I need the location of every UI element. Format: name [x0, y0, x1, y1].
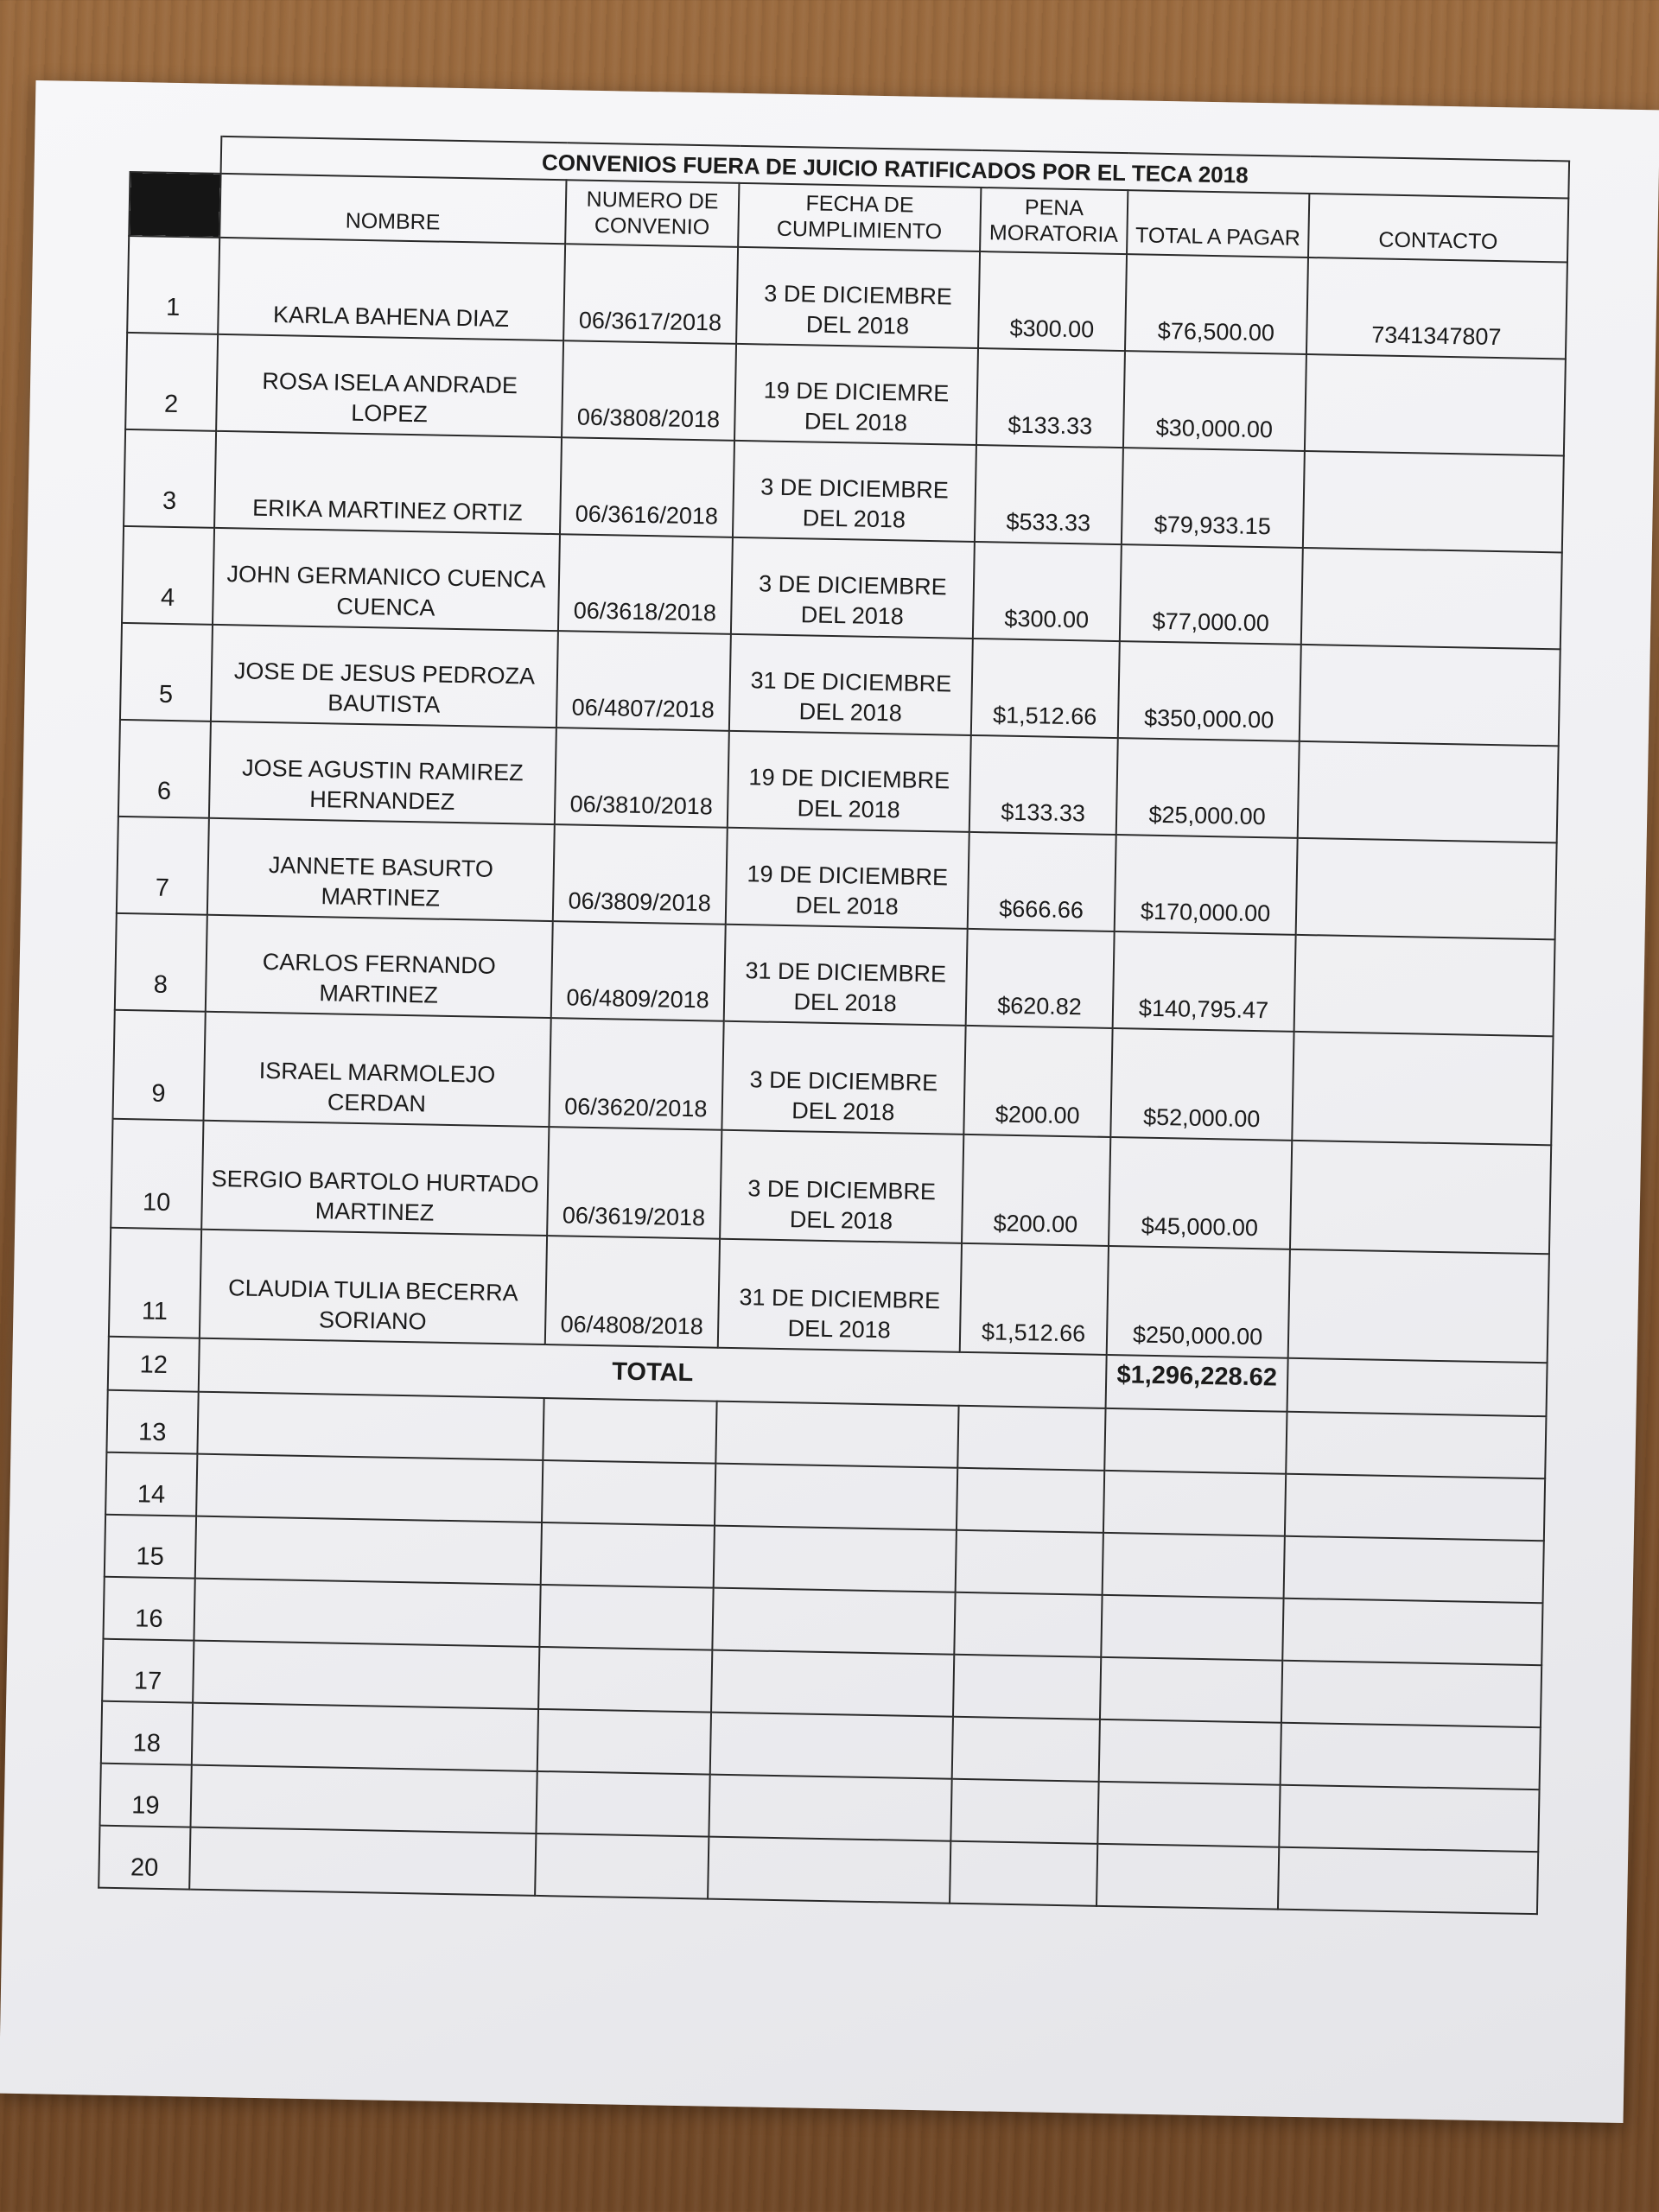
empty-cell	[190, 1765, 537, 1834]
row-number: 12	[108, 1337, 200, 1392]
cell-nombre: ISRAEL MARMOLEJO CERDAN	[203, 1012, 550, 1127]
cell-total-a-pagar: $52,000.00	[1110, 1028, 1294, 1141]
empty-cell	[1284, 1536, 1544, 1603]
cell-numero-convenio: 06/3619/2018	[547, 1127, 721, 1239]
cell-numero-convenio: 06/4809/2018	[551, 921, 726, 1021]
empty-cell	[536, 1771, 709, 1837]
empty-cell	[1286, 1412, 1546, 1478]
empty-cell	[538, 1647, 712, 1713]
row-number: 16	[103, 1577, 194, 1641]
convenios-table	[98, 134, 1570, 1915]
cell-pena-moratoria: $133.33	[976, 348, 1125, 448]
empty-cell	[542, 1460, 715, 1526]
corner-blank	[130, 135, 222, 174]
header-pena-moratoria: PENA MORATORIA	[980, 188, 1128, 254]
row-number: 1	[127, 236, 219, 334]
empty-cell	[953, 1655, 1101, 1719]
empty-cell	[195, 1516, 542, 1585]
empty-cell	[1281, 1661, 1541, 1727]
cell-pena-moratoria: $200.00	[962, 1135, 1110, 1246]
cell-nombre: ROSA ISELA ANDRADE LOPEZ	[216, 334, 563, 437]
cell-fecha-cumplimiento: 3 DE DICIEMBRE DEL 2018	[736, 247, 980, 348]
cell-fecha-cumplimiento: 19 DE DICIEMRE DEL 2018	[734, 344, 978, 445]
empty-cell	[193, 1641, 539, 1709]
cell-nombre: JOSE DE JESUS PEDROZA BAUTISTA	[211, 625, 558, 728]
cell-numero-convenio: 06/3809/2018	[553, 824, 728, 925]
cell-nombre: JOSE AGUSTIN RAMIREZ HERNANDEZ	[209, 721, 556, 824]
empty-cell	[543, 1398, 716, 1464]
cell-total-a-pagar: $76,500.00	[1125, 254, 1308, 354]
cell-nombre: JOHN GERMANICO CUENCA CUENCA	[213, 528, 560, 631]
cell-fecha-cumplimiento: 3 DE DICIEMBRE DEL 2018	[733, 441, 976, 542]
row-number: 9	[112, 1010, 205, 1121]
row-number: 17	[102, 1639, 194, 1703]
cell-numero-convenio: 06/3616/2018	[560, 437, 734, 537]
paper-sheet	[0, 80, 1659, 2123]
cell-pena-moratoria: $620.82	[966, 929, 1115, 1028]
row-number: 7	[117, 817, 209, 915]
cell-fecha-cumplimiento: 3 DE DICIEMBRE DEL 2018	[720, 1130, 963, 1243]
cell-fecha-cumplimiento: 3 DE DICIEMBRE DEL 2018	[721, 1021, 965, 1135]
empty-cell	[710, 1713, 953, 1779]
row-number: 13	[106, 1390, 198, 1454]
cell-numero-convenio: 06/3617/2018	[563, 244, 738, 344]
cell-total-a-pagar: $79,933.15	[1122, 448, 1305, 548]
empty-cell	[1285, 1474, 1545, 1541]
cell-contacto	[1287, 1358, 1548, 1416]
cell-fecha-cumplimiento: 31 DE DICIEMBRE DEL 2018	[729, 634, 973, 735]
row-number: 14	[105, 1452, 197, 1516]
row-number: 3	[124, 429, 216, 528]
cell-numero-convenio: 06/4808/2018	[545, 1236, 720, 1348]
document-title: CONVENIOS FUERA DE JUICIO RATIFICADOS POR EL TECA 2018	[221, 137, 1570, 199]
empty-cell	[197, 1392, 543, 1460]
cell-contacto	[1290, 1141, 1551, 1254]
cell-nombre: CARLOS FERNANDO MARTINEZ	[206, 915, 553, 1018]
row-number: 19	[100, 1764, 192, 1827]
document-table-wrapper	[98, 134, 1568, 1915]
empty-cell	[950, 1841, 1097, 1906]
row-number: 5	[120, 623, 213, 721]
empty-cell	[192, 1703, 538, 1771]
empty-cell	[537, 1709, 711, 1775]
cell-pena-moratoria: $300.00	[973, 542, 1122, 641]
empty-cell	[715, 1402, 958, 1468]
cell-total-a-pagar: $140,795.47	[1113, 931, 1296, 1032]
cell-fecha-cumplimiento: 31 DE DICIEMBRE DEL 2018	[724, 925, 968, 1026]
total-label: TOTAL	[199, 1338, 1107, 1408]
black-corner-cell	[129, 172, 220, 238]
empty-cell	[1104, 1408, 1287, 1474]
cell-nombre: JANNETE BASURTO MARTINEZ	[207, 818, 555, 921]
cell-numero-convenio: 06/4807/2018	[556, 631, 731, 731]
cell-nombre: CLAUDIA TULIA BECERRA SORIANO	[200, 1230, 547, 1344]
empty-cell	[714, 1526, 957, 1592]
header-contacto: CONTACTO	[1308, 194, 1568, 262]
empty-cell	[715, 1464, 957, 1530]
empty-cell	[194, 1579, 540, 1647]
cell-pena-moratoria: $1,512.66	[960, 1243, 1109, 1355]
cell-numero-convenio: 06/3810/2018	[555, 728, 729, 828]
empty-cell	[1278, 1847, 1538, 1914]
cell-contacto	[1298, 741, 1559, 842]
header-fecha-cumplimiento: FECHA DE CUMPLIMIENTO	[738, 183, 981, 251]
cell-total-a-pagar: $30,000.00	[1123, 351, 1306, 451]
empty-cell	[541, 1522, 715, 1588]
row-number: 10	[111, 1119, 203, 1230]
row-number: 6	[118, 720, 211, 818]
empty-cell	[1103, 1533, 1285, 1599]
empty-cell	[954, 1592, 1102, 1657]
empty-cell	[709, 1775, 951, 1841]
cell-pena-moratoria: $1,512.66	[971, 639, 1120, 738]
empty-cell	[1103, 1471, 1286, 1536]
cell-fecha-cumplimiento: 19 DE DICIEMBRE DEL 2018	[726, 828, 969, 929]
cell-contacto: 7341347807	[1306, 257, 1567, 359]
cell-numero-convenio: 06/3620/2018	[549, 1018, 723, 1130]
empty-cell	[1100, 1657, 1282, 1723]
cell-total-a-pagar: $25,000.00	[1116, 738, 1300, 838]
empty-cell	[708, 1837, 950, 1904]
header-nombre: NOMBRE	[219, 174, 566, 244]
empty-cell	[535, 1834, 709, 1899]
cell-contacto	[1294, 935, 1555, 1036]
row-number: 18	[101, 1701, 193, 1765]
header-numero-convenio: NUMERO DE CONVENIO	[565, 181, 739, 248]
cell-total-a-pagar: $170,000.00	[1115, 835, 1298, 935]
row-number: 11	[109, 1228, 201, 1338]
cell-pena-moratoria: $300.00	[978, 251, 1127, 351]
row-number: 15	[105, 1515, 196, 1579]
empty-cell	[712, 1588, 955, 1655]
empty-cell	[1097, 1782, 1280, 1847]
cell-total-a-pagar: $45,000.00	[1109, 1137, 1292, 1249]
empty-cell	[1282, 1599, 1542, 1665]
empty-cell	[1279, 1785, 1539, 1852]
cell-nombre: ERIKA MARTINEZ ORTIZ	[214, 431, 562, 534]
row-number: 2	[125, 333, 218, 431]
cell-contacto	[1303, 451, 1564, 552]
empty-cell	[950, 1779, 1098, 1844]
cell-nombre: SERGIO BARTOLO HURTADO MARTINEZ	[201, 1121, 549, 1236]
header-total-a-pagar: TOTAL A PAGAR	[1127, 190, 1309, 257]
row-number: 8	[115, 913, 207, 1012]
cell-numero-convenio: 06/3808/2018	[562, 340, 736, 441]
empty-cell	[956, 1530, 1103, 1595]
cell-contacto	[1300, 645, 1560, 746]
cell-total-a-pagar: $250,000.00	[1107, 1246, 1290, 1358]
cell-contacto	[1301, 548, 1562, 649]
empty-cell	[1281, 1723, 1541, 1789]
row-number: 20	[99, 1826, 190, 1890]
cell-contacto	[1296, 838, 1557, 939]
cell-pena-moratoria: $200.00	[963, 1026, 1112, 1137]
cell-pena-moratoria: $133.33	[969, 735, 1118, 835]
empty-cell	[1099, 1719, 1281, 1785]
cell-pena-moratoria: $533.33	[975, 445, 1123, 544]
empty-cell	[1096, 1844, 1279, 1910]
total-value: $1,296,228.62	[1106, 1355, 1288, 1412]
cell-fecha-cumplimiento: 3 DE DICIEMBRE DEL 2018	[731, 537, 975, 639]
empty-cell	[957, 1406, 1105, 1471]
cell-total-a-pagar: $77,000.00	[1120, 544, 1303, 645]
empty-cell	[196, 1454, 543, 1522]
row-number: 4	[122, 526, 214, 625]
cell-fecha-cumplimiento: 19 DE DICIEMBRE DEL 2018	[728, 731, 971, 832]
cell-pena-moratoria: $666.66	[968, 832, 1116, 931]
cell-nombre: KARLA BAHENA DIAZ	[218, 238, 565, 340]
empty-cell	[952, 1717, 1100, 1782]
empty-cell	[1101, 1595, 1283, 1661]
empty-cell	[539, 1585, 713, 1650]
cell-contacto	[1288, 1249, 1549, 1363]
cell-total-a-pagar: $350,000.00	[1118, 641, 1301, 741]
cell-fecha-cumplimiento: 31 DE DICIEMBRE DEL 2018	[718, 1239, 962, 1352]
cell-contacto	[1305, 354, 1566, 455]
empty-cell	[189, 1827, 536, 1896]
empty-cell	[957, 1468, 1104, 1533]
empty-cell	[711, 1650, 954, 1717]
cell-contacto	[1292, 1032, 1553, 1145]
cell-numero-convenio: 06/3618/2018	[558, 534, 733, 634]
